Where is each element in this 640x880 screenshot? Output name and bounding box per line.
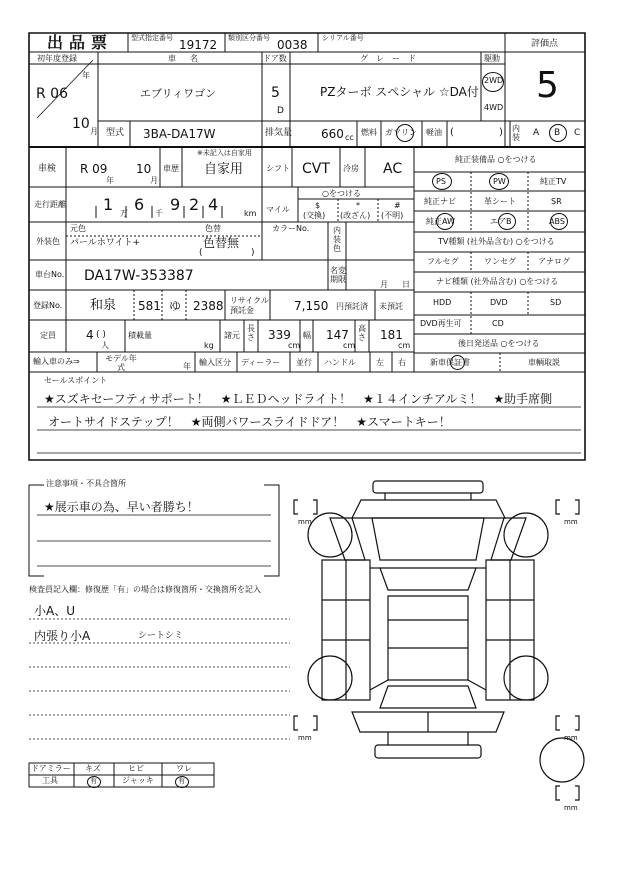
sales-line-2: オートサイドステップ！ ★両側パワースライドドア！ ★スマートキー！ [48, 415, 451, 429]
height-unit: cm [398, 341, 411, 350]
name-change-month: 月 [380, 280, 388, 289]
color-label: 外装色 [36, 237, 60, 246]
registration-class: 581 [138, 299, 161, 313]
first-reg-year-unit: 年 [82, 71, 90, 80]
notes-label: 注意事項・不具合箇所 [46, 479, 126, 488]
history-label: 車歴 [163, 164, 179, 173]
equip-abs: ABS [549, 217, 565, 226]
inspection-month-unit: 月 [150, 176, 158, 185]
serial-label: シリアル番号 [322, 34, 364, 42]
color-orig-value: パールホワイト+ [70, 238, 141, 248]
nav-sd: SD [550, 298, 562, 307]
color-repaint-value: 色替無 [203, 236, 240, 250]
equip-airbag: エアB [490, 217, 512, 226]
interior-c: C [574, 128, 581, 138]
load-unit: kg [204, 341, 214, 350]
name-change-label: 名変期限 [330, 266, 346, 284]
legend-tools: 工具 [42, 776, 58, 785]
mileage-unknown: (不明) [381, 211, 404, 220]
legend-scratch: キズ [85, 764, 101, 773]
mileage-label: 走行距離 [34, 200, 66, 209]
capacity-paren: ( ) [96, 330, 106, 340]
history-note: ※未記入は自家用 [197, 149, 252, 157]
dvd-cd: CD [492, 319, 504, 328]
dims-label: 諸元 [224, 331, 240, 340]
inspector-line-1: 小A、U [34, 604, 75, 618]
later-manual: 車輌取説 [528, 358, 560, 367]
handle-label: ハンドル [324, 358, 356, 367]
mileage-note: ○をつける [322, 189, 361, 198]
nav-title: ナビ種類 (社外品含む) ○をつける [436, 277, 559, 286]
mileage-hash: # [394, 201, 401, 210]
grade-score-label: 評価点 [531, 39, 559, 49]
legend-tools-yes: 有 [90, 777, 97, 785]
color-change-label: 色替 [205, 224, 221, 233]
grade-value: PZターボ スペシャル ☆DA付 [320, 85, 479, 99]
inspector-line-2: 内張り小A [34, 629, 91, 643]
import-only-label: 輸入車のみ⇒ [33, 357, 80, 366]
mm-rear-right: mm [564, 734, 578, 742]
mileage-dollar: $ [315, 201, 321, 210]
width-label: 幅 [303, 331, 311, 340]
mileage-exchange: (交換) [303, 211, 326, 220]
capacity-persons: 4 [86, 328, 94, 342]
ac-value: AC [383, 161, 403, 177]
legend-jack-yes: 有 [178, 777, 185, 785]
mileage-km: km [244, 209, 257, 218]
color-paren-close: ) [251, 248, 255, 258]
equip-navi: 純正ナビ [424, 197, 456, 206]
interior-b: B [554, 128, 561, 138]
equip-aw: 純正AW [426, 217, 455, 226]
width-unit: cm [343, 341, 356, 350]
import-dealer: ディーラー [241, 358, 281, 367]
recycle-suffix: 円預託済 [336, 302, 368, 311]
later-warranty: 新車保証書 [430, 358, 470, 367]
type-no-label: 型式指定番号 [131, 34, 173, 42]
shift-label: シフト [266, 164, 290, 173]
mileage-digit-2: 6 [134, 195, 145, 214]
inspection-year-unit: 年 [106, 176, 114, 185]
recycle-amount: 7,150 [294, 299, 329, 313]
first-reg-month: 10 [72, 116, 90, 132]
equip-leather: 革シート [484, 197, 516, 206]
import-class-label: 輸入区分 [199, 358, 231, 367]
fuel-gasoline: ガソリン [385, 128, 417, 137]
mileage-digit-5: 4 [208, 195, 219, 214]
form-title: 出品票 [47, 33, 114, 52]
nav-hdd: HDD [433, 298, 452, 307]
doors-label: ドア数 [263, 54, 287, 63]
dvd-label: DVD再生可 [420, 319, 462, 328]
grade-label: グレード [360, 54, 424, 63]
load-label: 積載量 [128, 331, 152, 340]
legend-mirror: ドアミラー [31, 764, 71, 773]
mileage-digit-4: 2 [189, 195, 200, 214]
mm-rear-left: mm [298, 734, 312, 742]
handle-left: 左 [376, 358, 384, 367]
tv-title: TV種類 (社外品含む) ○をつける [438, 237, 555, 246]
handle-right: 右 [398, 358, 406, 367]
length-label: 長さ [247, 324, 255, 342]
displacement-value: 660 [321, 127, 344, 141]
color-orig-label: 元色 [70, 224, 86, 233]
equip-sr: SR [551, 197, 562, 206]
displacement-label: 排気量 [265, 128, 293, 138]
class-no-value: 0038 [277, 38, 308, 52]
mm-front-left: mm [298, 518, 312, 526]
car-name-value: エブリィワゴン [140, 87, 217, 100]
registration-place: 和泉 [90, 298, 117, 313]
drive-label: 駆動 [484, 54, 500, 63]
drive-4wd: 4WD [484, 103, 504, 112]
registration-label: 登録No. [33, 301, 63, 310]
recycle-label: リサイクル預託金 [230, 296, 269, 315]
displacement-unit: cc [345, 133, 354, 142]
length-value: 339 [268, 328, 291, 342]
doors-value: 5 [271, 85, 280, 101]
legend-break: ワレ [176, 764, 192, 773]
drive-2wd: 2WD [484, 76, 504, 85]
class-no-label: 類別区分番号 [228, 34, 270, 42]
door-suffix: D [277, 106, 284, 116]
sales-line-1: ★スズキセーフティサポート！ ★ＬＥＤヘッドライト！ ★１４インチアルミ！ ★助手席側 [44, 392, 553, 406]
model-year-label: モデル年式 [105, 354, 137, 372]
type-no-value: 19172 [179, 38, 218, 52]
sales-label: セールスポイント [44, 376, 108, 385]
mileage-altered: (改ざん) [340, 211, 371, 220]
inspection-era: R 09 [80, 162, 108, 176]
inspector-label: 検査員記入欄：修復歴「有」の場合は修復箇所・交換箇所を記入 [29, 585, 261, 594]
interior-label: 内装 [512, 124, 520, 142]
later-title: 後日発送品 ○をつける [458, 339, 540, 348]
shift-value: CVT [302, 161, 330, 177]
mileage-unit-mile: マイル [266, 205, 290, 214]
name-change-day: 日 [402, 280, 410, 289]
interior-a: A [533, 128, 540, 138]
notes-line-1: ★展示車の為、早い者勝ち！ [44, 500, 199, 514]
width-value: 147 [326, 328, 349, 342]
equip-ps: PS [436, 177, 446, 186]
inspection-month: 10 [136, 162, 152, 176]
mm-spare: mm [564, 804, 578, 812]
inspector-line-2-note: シートシミ [138, 631, 184, 641]
height-label: 高さ [358, 324, 366, 342]
mileage-digit-1: 1 [103, 195, 114, 214]
ac-label: 冷房 [343, 164, 359, 173]
fuel-diesel: 軽油 [426, 128, 442, 137]
recycle-unpaid: 未預託 [379, 302, 403, 311]
legend-crack: ヒビ [128, 764, 144, 773]
tv-fullseg: フルセグ [427, 257, 459, 266]
inspection-label: 車検 [38, 164, 57, 174]
fuel-paren-open: ( [450, 127, 454, 138]
color-no-label: カラーNo. [272, 224, 310, 233]
import-parallel: 並行 [296, 358, 312, 367]
equip-pw: PW [493, 177, 506, 186]
equipment-title: 純正装備品 ○をつける [455, 155, 537, 164]
capacity-label: 定員 [40, 331, 56, 340]
chassis-value: DA17W-353387 [84, 268, 194, 284]
tv-analog: アナログ [538, 257, 570, 266]
model-label: 型式 [106, 128, 125, 138]
fuel-label: 燃料 [361, 128, 377, 137]
mileage-digit-3: 9 [170, 195, 181, 214]
mileage-sen: 千 [155, 209, 163, 218]
mileage-star: * [356, 201, 360, 210]
registration-number: 2388 [193, 299, 224, 313]
first-reg-month-unit: 月 [90, 127, 98, 136]
height-value: 181 [380, 328, 403, 342]
fuel-paren-close: ) [499, 127, 503, 138]
color-paren-open: ( [199, 248, 203, 258]
chassis-label: 車台No. [35, 270, 65, 279]
capacity-persons-unit: 人 [101, 341, 109, 350]
interior-color-label: 内装色 [333, 226, 341, 253]
nav-dvd: DVD [490, 298, 508, 307]
registration-kana: ゆ [169, 299, 182, 313]
mm-front-right: mm [564, 518, 578, 526]
model-year-unit: 年 [183, 362, 191, 371]
legend-jack: ジャッキ [122, 776, 154, 785]
tv-oneseg: ワンセグ [484, 257, 516, 266]
first-reg-label: 初年度登録 [37, 54, 77, 63]
history-value: 自家用 [204, 162, 244, 177]
first-reg-era: R 06 [36, 86, 68, 102]
length-unit: cm [288, 341, 301, 350]
equip-tv: 純正TV [540, 177, 567, 186]
grade-score-value: 5 [536, 65, 559, 106]
mileage-man: 万 [120, 209, 128, 218]
model-value: 3BA-DA17W [143, 127, 216, 141]
car-name-label: 車名 [168, 54, 212, 63]
